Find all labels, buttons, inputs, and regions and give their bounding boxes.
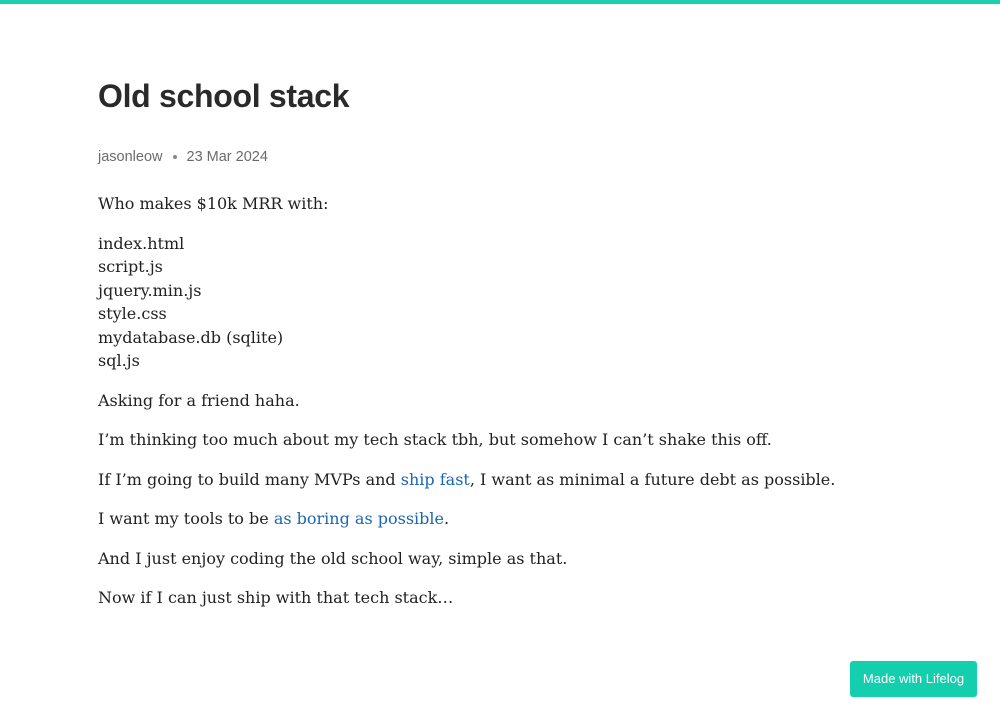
article <box>98 72 878 626</box>
post-title: Old school stack <box>98 78 350 114</box>
paragraph-mvps-text-after: , I want as minimal a future debt as possible. <box>469 469 836 489</box>
paragraph-mvps <box>98 468 878 492</box>
paragraph-ship: Now if I can just ship with that tech stack… <box>98 588 454 607</box>
paragraph-enjoy: And I just enjoy coding the old school way, simple as that. <box>98 548 568 568</box>
file-list-item: script.js <box>98 257 163 276</box>
paragraph-mvps-text-before: If I’m going to build many MVPs and <box>98 469 401 489</box>
post-body <box>98 192 878 610</box>
paragraph-tools-text-after: . <box>444 509 450 528</box>
paragraph-thinking: I’m thinking too much about my tech stack tbh, but somehow I can’t shake this off. <box>98 430 772 449</box>
paragraph-tools <box>98 507 878 531</box>
post-meta <box>98 147 878 167</box>
file-list <box>98 232 878 373</box>
file-list-item: jquery.min.js <box>98 280 202 300</box>
ship-fast-link[interactable]: ship fast <box>400 469 470 489</box>
file-list-item: sql.js <box>98 351 140 370</box>
paragraph-tools-text-before: I want my tools to be <box>98 509 274 528</box>
file-list-item: index.html <box>98 233 185 253</box>
file-list-item: style.css <box>98 304 167 323</box>
file-list-item: mydatabase.db (sqlite) <box>98 327 284 347</box>
paragraph-friend: Asking for a friend haha. <box>98 390 300 410</box>
top-accent-bar <box>0 0 1000 4</box>
post-date: 23 Mar 2024 <box>186 149 268 165</box>
made-with-lifelog-button[interactable]: Made with Lifelog <box>850 661 977 697</box>
as-boring-as-possible-link[interactable]: as boring as possible <box>273 509 444 528</box>
post-author[interactable]: jasonleow <box>98 149 163 165</box>
paragraph-intro: Who makes $10k MRR with: <box>98 194 329 213</box>
meta-separator-dot <box>173 155 177 159</box>
